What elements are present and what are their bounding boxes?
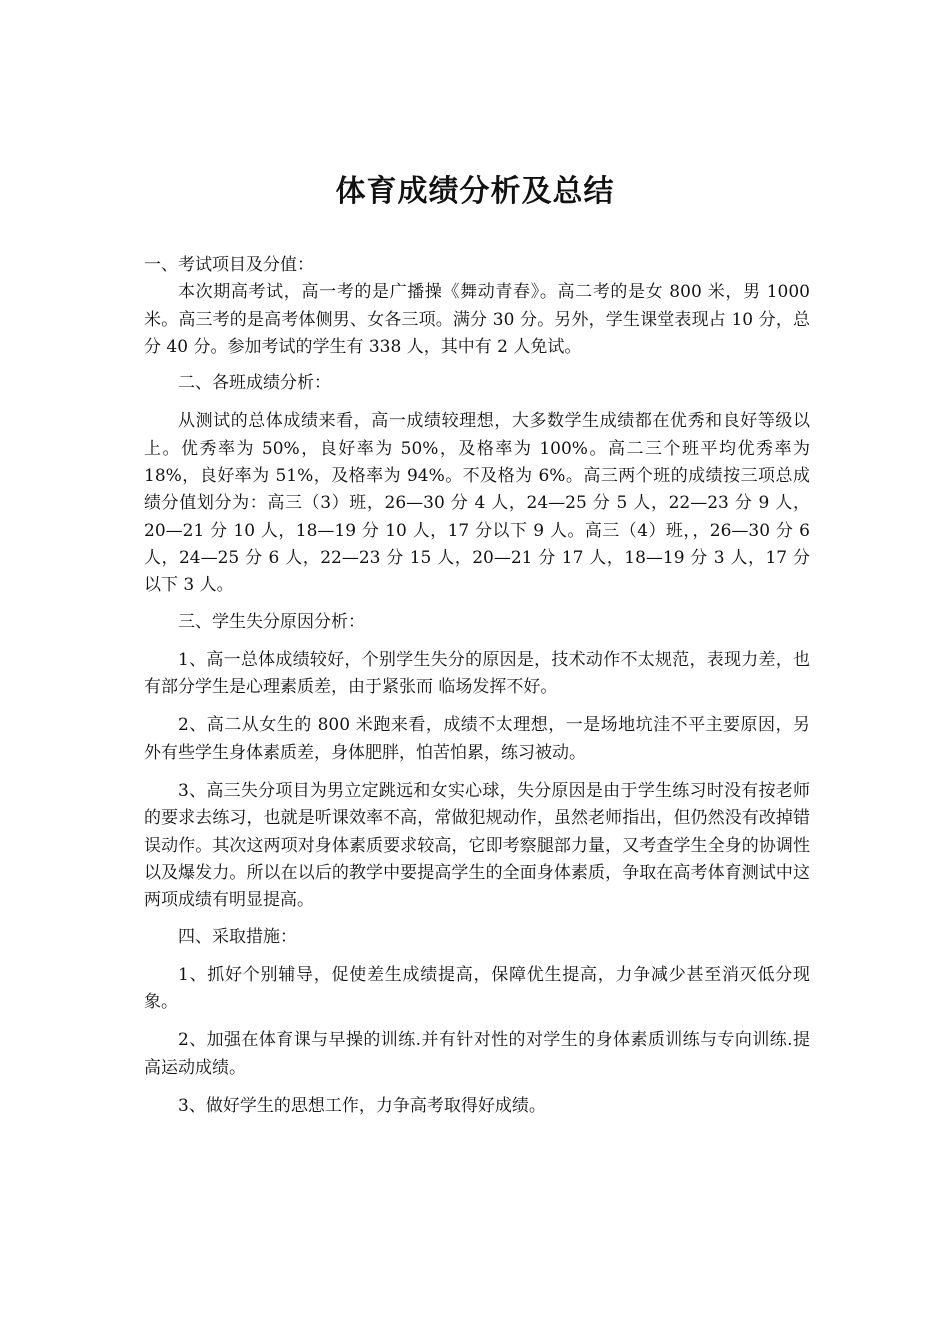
document-body <box>144 252 810 1120</box>
document-title: 体育成绩分析及总结 <box>335 174 615 209</box>
section-heading-2: 二、各班成绩分析： <box>178 373 331 394</box>
section-4-paragraph-1: 1、抓好个别辅导，促使差生成绩提高，保障优生提高，力争减少甚至消灭低分现象。 <box>144 964 810 1013</box>
section-heading-3: 三、学生失分原因分析： <box>178 611 365 632</box>
section-3-paragraph-3: 3、高三失分项目为男立定跳远和女实心球，失分原因是由于学生练习时没有按老师的要求去练习，也就是听课效率不高，常做犯规动作，虽然老师指出，但仍然没有改掉错误动作。其次这两项对身体素质要求较高，它即考察腿部力量，又考查学生全身的协调性以及爆发力。所以在以后的教学中要提高学生的全面身体素质，争取在高考体育测试中这两项成绩有明显提高。 <box>144 781 810 911</box>
section-heading-1: 一、考试项目及分值： <box>144 255 314 275</box>
section-4-paragraph-2: 2、加强在体育课与早操的训练.并有针对性的对学生的身体素质训练与专向训练.提高运动成绩。 <box>144 1030 810 1078</box>
section-2-paragraph-1: 从测试的总体成绩来看，高一成绩较理想，大多数学生成绩都在优秀和良好等级以上。优秀率为 50%，良好率为 50%，及格率为 100%。高二三个班平均优秀率为 18%，良好率为 51%，及格率为 94%。不及格为 6%。高三两个班的成绩按三项总成绩分值划分为：高三（3）班，26—30 分 4 人，24—25 分 5 人，22—23 分 9 人，20—21 分 10 人，18—19 分 10 人，17 分以下 9 人。高三（4）班，，26—30 分 6 人，24—25 分 6 人，22—23 分 15 人，20—21 分 17 人，18—19 分 3 人，17 分以下 3 人。 <box>144 411 810 596</box>
section-3-paragraph-2: 2、高二从女生的 800 米跑来看，成绩不太理想，一是场地坑洼不平主要原因，另外有些学生身体素质差，身体肥胖，怕苦怕累，练习被动。 <box>144 715 810 763</box>
section-heading-4: 四、采取措施： <box>178 926 297 947</box>
section-1-paragraph-1: 本次期高考试，高一考的是广播操《舞动青春》。高二考的是女 800 米，男 1000 米。高三考的是高考体侧男、女各三项。满分 30 分。另外，学生课堂表现占 10 分，总分 40 分。参加考试的学生有 338 人，其中有 2 人免试。 <box>144 282 810 357</box>
section-3-paragraph-1: 1、高一总体成绩较好，个别学生失分的原因是，技术动作不太规范，表现力差，也有部分学生是心理素质差，由于紧张而 临场发挥不好。 <box>144 649 810 698</box>
section-4-paragraph-3: 3、做好学生的思想工作，力争高考取得好成绩。 <box>178 1096 546 1117</box>
